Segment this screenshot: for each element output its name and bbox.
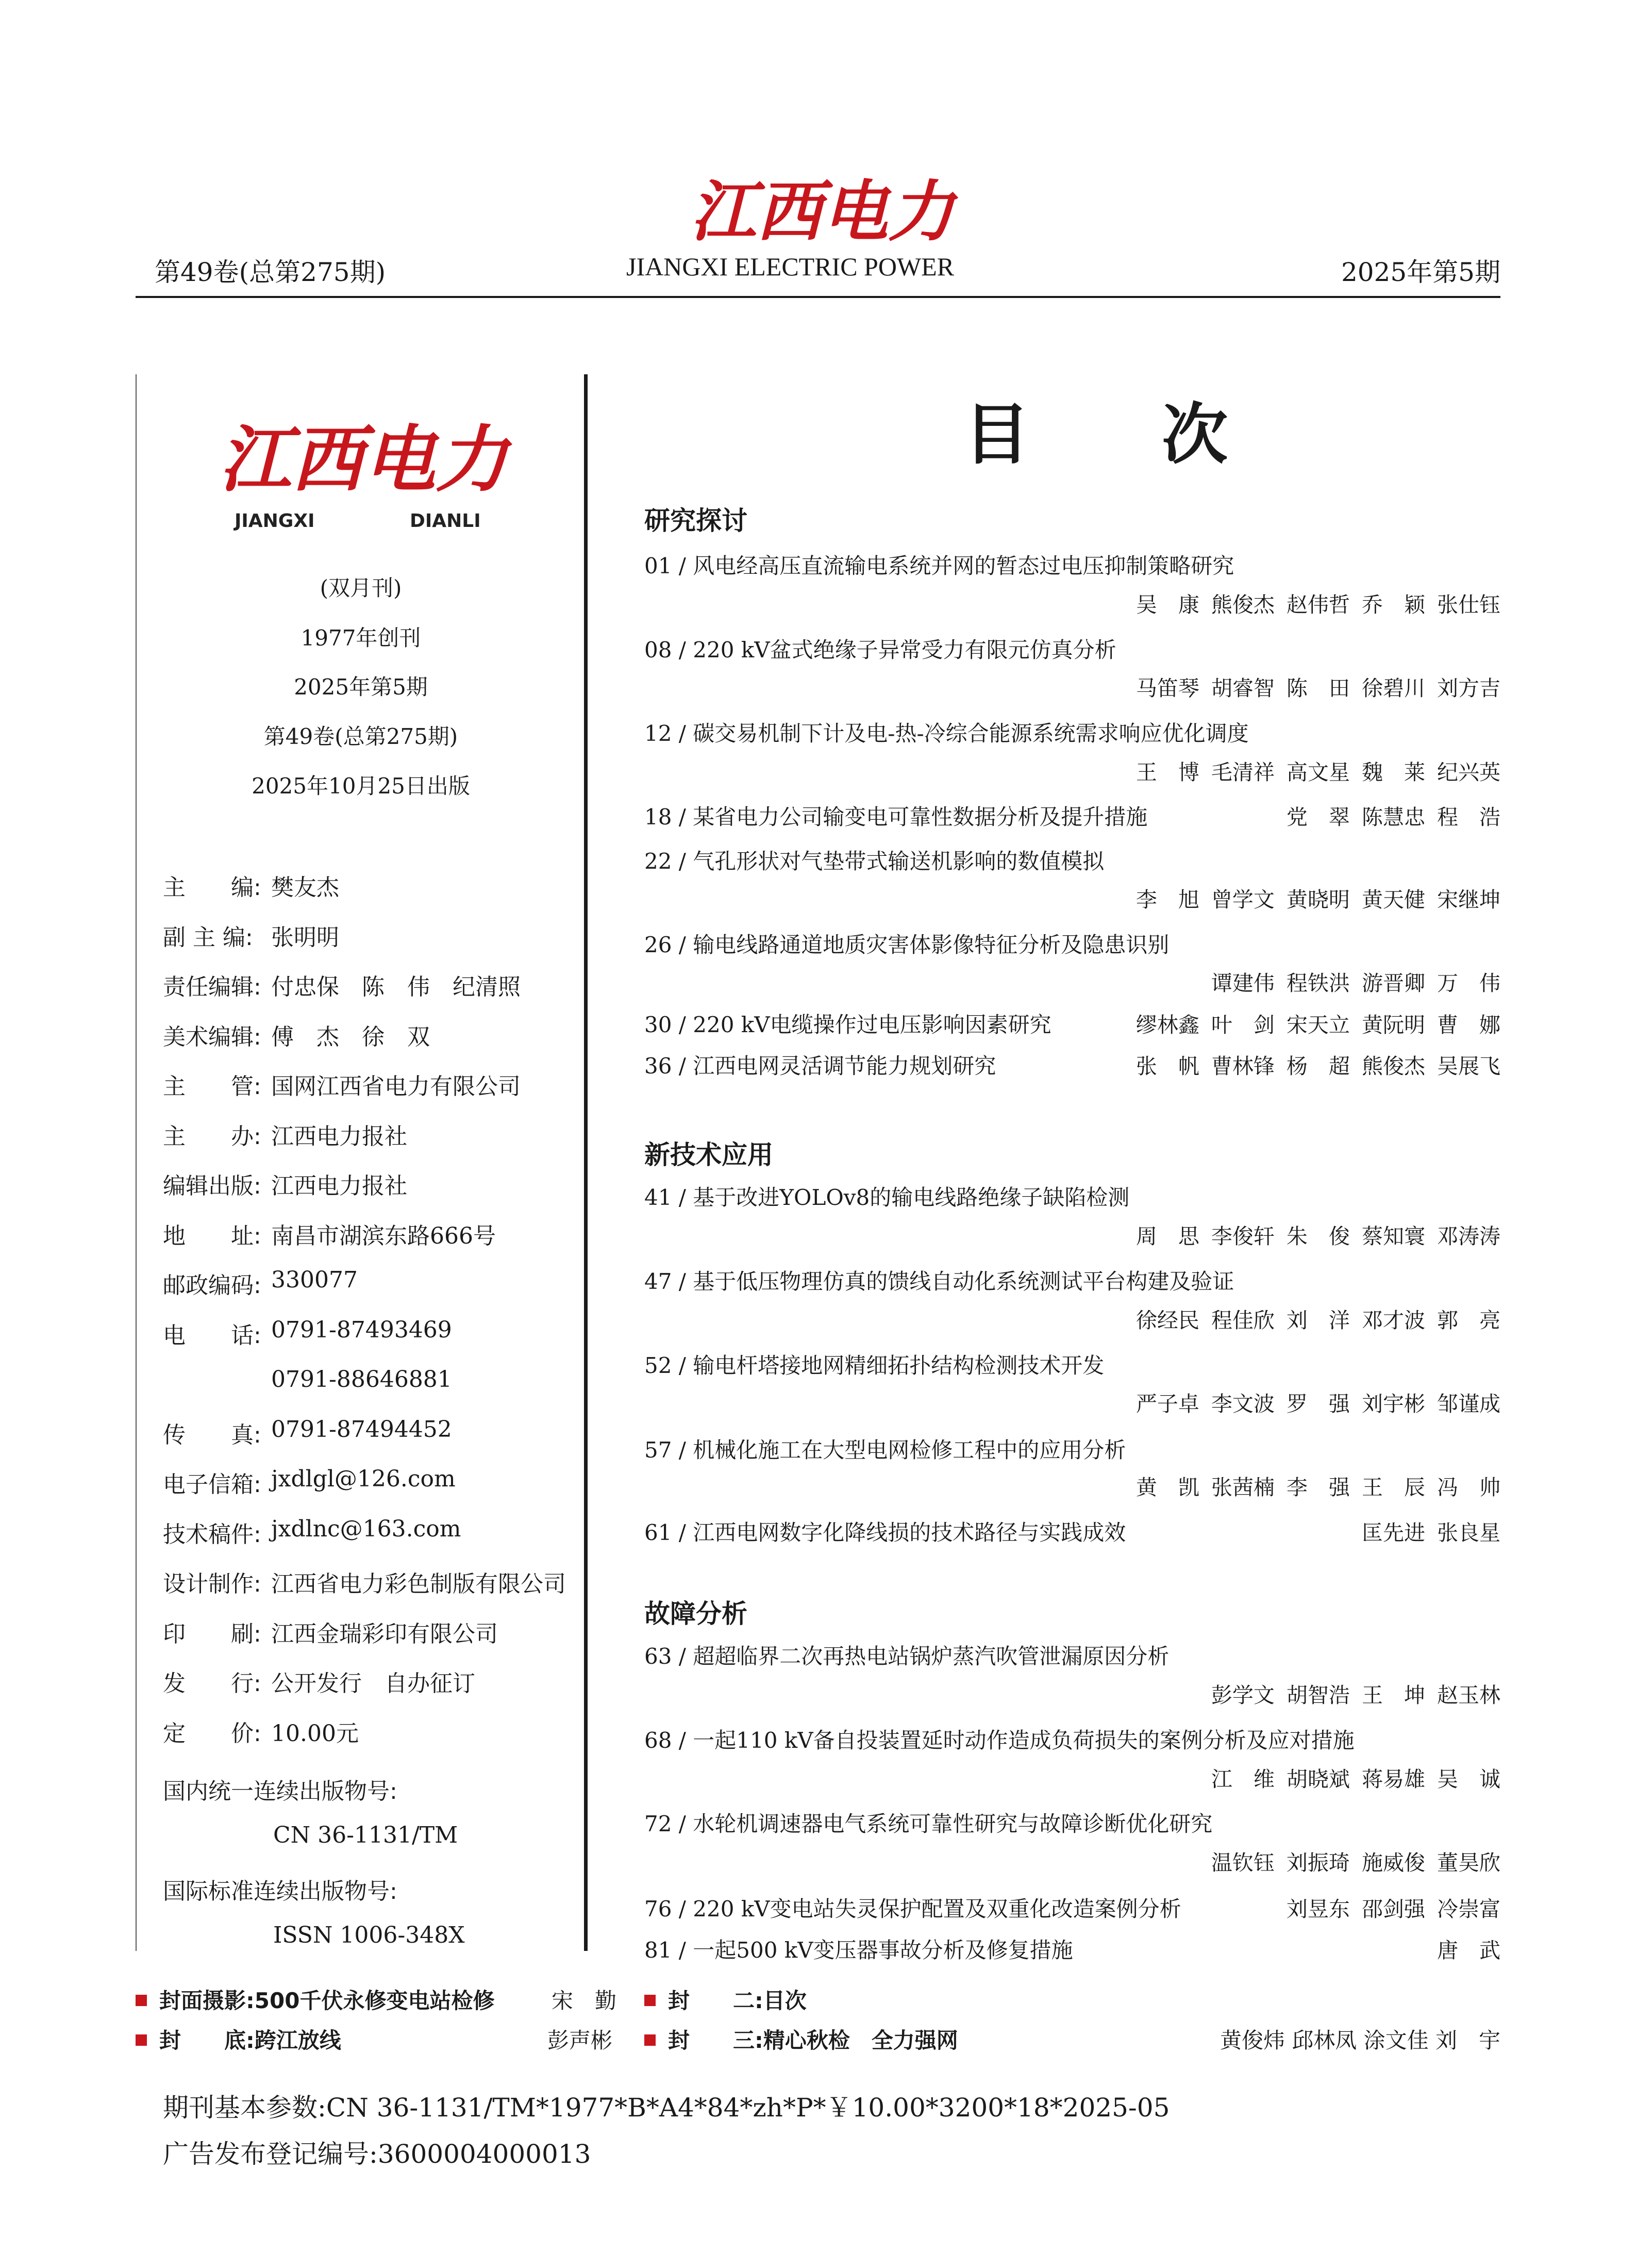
pinyin-left: JIANGXI (235, 510, 315, 532)
masthead-label: 印 刷: (163, 1620, 261, 1647)
masthead-row (163, 1317, 452, 1350)
toc-entry-authors: 党 翠 陈慧忠 程 浩 (1286, 805, 1500, 830)
toc-entry-title[interactable]: 72 / 水轮机调速器电气系统可靠性研究与故障诊断优化研究 (644, 1811, 1213, 1836)
masthead-value: 南昌市湖滨东路666号 (271, 1222, 496, 1249)
toc-title: 目 次 (964, 396, 1228, 473)
masthead-value: 江西电力报社 (271, 1173, 407, 1199)
masthead-row (163, 919, 339, 952)
toc-entry-title[interactable]: 81 / 一起500 kV变压器事故分析及修复措施 (644, 1938, 1073, 1963)
toc-entry-title[interactable]: 63 / 超超临界二次再热电站锅炉蒸汽吹管泄漏原因分析 (644, 1644, 1170, 1669)
section-heading: 新技术应用 (644, 1140, 773, 1170)
masthead-value: 樊友杰 (271, 874, 339, 901)
masthead-value: 0791-88646881 (271, 1366, 452, 1393)
section-heading: 研究探讨 (644, 506, 747, 536)
masthead-label: 发 行: (163, 1670, 261, 1697)
masthead-row (163, 1615, 498, 1648)
c3-label: 封 三: (668, 2028, 763, 2053)
pub-founded: 1977年创刊 (301, 625, 421, 651)
sidebar-logo-text: 江西电力 (219, 418, 508, 502)
inside-cover-3-authors: 黄俊炜 邱林凤 涂文佳 刘 宇 (1220, 2028, 1500, 2053)
masthead-label: 技术稿件: (163, 1521, 261, 1548)
header-issue: 2025年第5期 (1341, 257, 1500, 287)
toc-entry-authors: 江 维 胡晓斌 蒋易雄 吴 诚 (1211, 1767, 1500, 1792)
masthead-value: 10.00元 (271, 1720, 359, 1747)
masthead-value: 公开发行 自办征订 (271, 1670, 475, 1697)
journal-params: 期刊基本参数:CN 36-1131/TM*1977*B*A4*84*zh*P*￥10.00*3200*18*2025-05 (163, 2093, 1170, 2123)
back-label: 封 底: (159, 2028, 255, 2053)
back-cover-author: 彭声彬 (547, 2028, 613, 2053)
masthead-row (163, 1217, 496, 1250)
masthead-row (163, 1665, 475, 1698)
issn-value-text: ISSN 1006-348X (273, 1922, 465, 1948)
masthead-value: 付忠保 陈 伟 纪清照 (271, 974, 521, 1000)
toc-entry-title[interactable]: 52 / 输电杆塔接地网精细拓扑结构检测技术开发 (644, 1353, 1105, 1378)
masthead-value: 0791-87494452 (271, 1416, 452, 1443)
bullet-square (136, 2034, 147, 2046)
header-volume: 第49卷(总第275期) (155, 257, 386, 287)
cn-label-text: 国内统一连续出版物号: (163, 1778, 397, 1805)
toc-entry-title[interactable]: 08 / 220 kV盆式绝缘子异常受力有限元仿真分析 (644, 637, 1116, 663)
masthead-label: 电 话: (163, 1322, 261, 1349)
masthead-value: 330077 (271, 1267, 358, 1293)
toc-entry-authors: 张 帆 曹林锋 杨 超 熊俊杰 吴展飞 (1136, 1054, 1500, 1079)
toc-entry-authors: 李 旭 曾学文 黄晓明 黄天健 宋继坤 (1136, 887, 1500, 912)
masthead-value: jxdlnc@163.com (271, 1515, 461, 1542)
toc-entry-authors: 缪林鑫 叶 剑 宋天立 黄阮明 曹 娜 (1136, 1013, 1500, 1037)
bullet-square (644, 2034, 656, 2046)
back-cover-note (136, 2024, 341, 2055)
masthead-value: 傅 杰 徐 双 (271, 1023, 430, 1050)
header-rule (136, 296, 1500, 298)
issn-label-text: 国际标准连续出版物号: (163, 1878, 397, 1905)
masthead-value: jxdlgl@126.com (271, 1466, 456, 1492)
masthead-row (163, 869, 339, 902)
toc-entry-authors: 吴 康 熊俊杰 赵伟哲 乔 颖 张仕钰 (1136, 592, 1500, 617)
masthead-row (163, 1715, 359, 1748)
sidebar-logo (204, 412, 523, 503)
toc-entry-title[interactable]: 30 / 220 kV电缆操作过电压影响因素研究 (644, 1012, 1051, 1037)
masthead-value: 江西省电力彩色制版有限公司 (271, 1571, 566, 1597)
toc-entry-authors: 匡先进 张良星 (1361, 1520, 1500, 1545)
masthead-value: 国网江西省电力有限公司 (271, 1073, 521, 1100)
toc-entry-authors: 谭建伟 程铁洪 游晋卿 万 伟 (1211, 971, 1500, 996)
toc-entry-authors: 严子卓 李文波 罗 强 刘宇彬 邹谨成 (1136, 1392, 1500, 1416)
masthead-row (163, 1466, 456, 1499)
pub-date: 2025年10月25日出版 (252, 773, 470, 799)
masthead-label: 副 主 编: (163, 924, 253, 951)
masthead-label: 电子信箱: (163, 1471, 261, 1498)
toc-entry-authors: 徐经民 程佳欣 刘 洋 邓才波 郭 亮 (1136, 1308, 1500, 1333)
masthead-label: 主 办: (163, 1123, 261, 1150)
toc-entry-title[interactable]: 01 / 风电经高压直流输电系统并网的暂态过电压抑制策略研究 (644, 553, 1234, 578)
toc-entry-title[interactable]: 57 / 机械化施工在大型电网检修工程中的应用分析 (644, 1437, 1126, 1463)
journal-logo (678, 170, 966, 253)
toc-entry-title[interactable]: 12 / 碳交易机制下计及电-热-冷综合能源系统需求响应优化调度 (644, 721, 1249, 746)
cover-label: 封面摄影: (159, 1988, 255, 2013)
issn-value (273, 1922, 465, 1948)
masthead-label: 责任编辑: (163, 974, 261, 1000)
masthead-label: 设计制作: (163, 1571, 261, 1597)
toc-entry-authors: 彭学文 胡智浩 王 坤 赵玉林 (1211, 1683, 1500, 1708)
toc-entry-title[interactable]: 68 / 一起110 kV备自投装置延时动作造成负荷损失的案例分析及应对措施 (644, 1728, 1355, 1753)
pub-volume: 第49卷(总第275期) (263, 724, 458, 749)
masthead-label: 主 管: (163, 1073, 261, 1100)
toc-entry-title[interactable]: 26 / 输电线路通道地质灾害体影像特征分析及隐患识别 (644, 932, 1170, 957)
masthead-row (163, 1167, 407, 1200)
pinyin-right: DIANLI (410, 510, 481, 532)
masthead-row (163, 1516, 461, 1549)
toc-entry-authors: 马笛琴 胡睿智 陈 田 徐碧川 刘方吉 (1136, 676, 1500, 701)
pub-frequency: (双月刊) (320, 575, 402, 601)
issn-label (163, 1873, 397, 1906)
masthead-label: 美术编辑: (163, 1023, 261, 1050)
left-border-rule (136, 374, 137, 1951)
inside-cover-2-note (644, 1984, 807, 2015)
masthead-label (163, 1366, 271, 1393)
masthead-row (163, 1018, 430, 1051)
masthead-row (163, 1267, 358, 1300)
masthead-label: 地 址: (163, 1222, 261, 1249)
masthead-label: 主 编: (163, 874, 261, 901)
masthead-row (163, 968, 521, 1001)
c2-value: 目次 (763, 1988, 807, 2013)
cn-value-text: CN 36-1131/TM (273, 1822, 458, 1848)
bullet-square (644, 1995, 656, 2006)
toc-entry-title[interactable]: 41 / 基于改进YOLOv8的输电线路绝缘子缺陷检测 (644, 1185, 1130, 1210)
header-english-name: JIANGXI ELECTRIC POWER (626, 252, 955, 281)
masthead-label: 邮政编码: (163, 1272, 261, 1299)
toc-entry-authors: 黄 凯 张茜楠 李 强 王 辰 冯 帅 (1136, 1475, 1500, 1500)
c2-label: 封 二: (668, 1988, 763, 2013)
ad-registration: 广告发布登记编号:3600004000013 (163, 2139, 591, 2169)
back-value: 跨江放线 (254, 2028, 341, 2053)
cover-value: 500千伏永修变电站检修 (254, 1988, 495, 2013)
toc-entry-authors: 刘昱东 邵剑强 冷崇富 (1286, 1897, 1500, 1922)
masthead-row (163, 1416, 452, 1449)
column-divider (584, 374, 588, 1951)
toc-entry-title[interactable]: 18 / 某省电力公司输变电可靠性数据分析及提升措施 (644, 804, 1148, 830)
masthead-row (163, 1118, 407, 1151)
toc-entry-title[interactable]: 76 / 220 kV变电站失灵保护配置及双重化改造案例分析 (644, 1896, 1181, 1922)
masthead-label: 定 价: (163, 1720, 261, 1747)
toc-entry-authors: 周 思 李俊轩 朱 俊 蔡知寰 邓涛涛 (1136, 1224, 1500, 1249)
cn-value (273, 1822, 458, 1848)
masthead-label: 传 真: (163, 1421, 261, 1448)
inside-cover-3-note (644, 2024, 958, 2055)
toc-entry-title[interactable]: 61 / 江西电网数字化降线损的技术路径与实践成效 (644, 1520, 1126, 1545)
masthead-value: 张明明 (271, 924, 339, 951)
masthead-value: 江西金瑞彩印有限公司 (271, 1620, 498, 1647)
section-heading: 故障分析 (644, 1599, 747, 1629)
toc-entry-title[interactable]: 36 / 江西电网灵活调节能力规划研究 (644, 1053, 996, 1079)
pub-issue: 2025年第5期 (294, 674, 428, 700)
masthead-row (163, 1565, 566, 1598)
toc-entry-title[interactable]: 22 / 气孔形状对气垫带式输送机影响的数值模拟 (644, 849, 1105, 874)
toc-entry-authors: 温钦钰 刘振琦 施威俊 董昊欣 (1211, 1850, 1500, 1875)
masthead-row (163, 1366, 452, 1393)
cover-photo-note (136, 1984, 494, 2015)
masthead-value: 0791-87493469 (271, 1316, 452, 1343)
logo-text: 江西电力 (690, 173, 955, 251)
toc-entry-authors: 唐 武 (1437, 1938, 1500, 1963)
masthead-label: 编辑出版: (163, 1173, 261, 1199)
masthead-value: 江西电力报社 (271, 1123, 407, 1150)
cover-author: 宋 勤 (552, 1988, 617, 2013)
cn-label (163, 1773, 397, 1806)
toc-entry-title[interactable]: 47 / 基于低压物理仿真的馈线自动化系统测试平台构建及验证 (644, 1269, 1234, 1294)
c3-value: 精心秋检 全力强网 (763, 2028, 958, 2053)
masthead-row (163, 1068, 521, 1101)
bullet-square (136, 1995, 147, 2006)
toc-entry-authors: 王 博 毛清祥 高文星 魏 莱 纪兴英 (1136, 760, 1500, 785)
